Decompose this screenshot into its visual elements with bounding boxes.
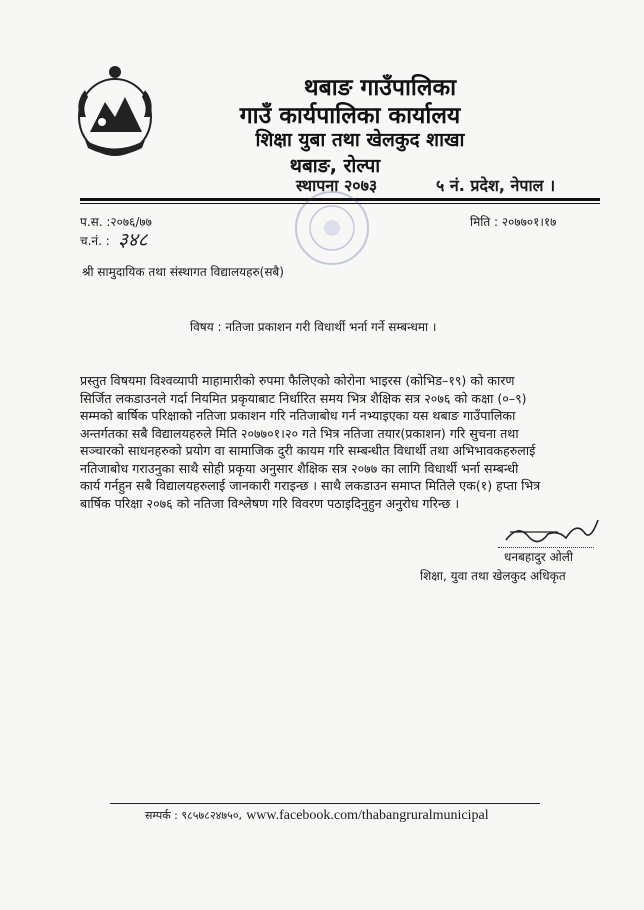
contact-label: सम्पर्क : ९८५७८२४७५०,	[145, 809, 243, 822]
signature-icon	[498, 512, 608, 552]
body-line: सम्मको बार्षिक परिक्षाको नतिजा प्रकाशन गरि नतिजाबोध गर्न नभ्याइएका यस थबाङ गाउँपालिका	[80, 408, 516, 423]
nepal-government-emblem-icon	[70, 62, 160, 162]
body-line: कार्य गर्नहुन सबै विद्यालयहरुलाई जानकारी गराइन्छ । साथै लकडाउन समाप्त मितिले एक(१) हप्ता भित्र	[80, 478, 541, 493]
signatory-title: शिक्षा, युवा तथा खेलकुद अधिकृत	[420, 569, 566, 583]
footer-rule	[110, 803, 540, 804]
letter-serial: प.स. :२०७६/७७	[80, 215, 152, 229]
province: ५ नं. प्रदेश, नेपाल ।	[436, 176, 556, 195]
office-name: गाउँ कार्यपालिका कार्यालय	[239, 103, 461, 129]
addressee: श्री सामुदायिक तथा संस्थागत विद्यालयहरु(सबै)	[82, 265, 284, 279]
body-line: नतिजाबोध गराउनुका साथै सोही प्रकृया अनुसार शैक्षिक सत्र २०७७ का लागि विधार्थी भर्ना सम्बन्धी	[80, 460, 519, 476]
dispatch-number-value: ३४८	[118, 229, 148, 251]
municipality-name: थबाङ गाउँपालिका	[303, 75, 457, 101]
subject-line: विषय : नतिजा प्रकाशन गरी विधार्थी भर्ना गर्ने सम्बन्धमा ।	[190, 320, 437, 334]
location: थबाङ, रोल्पा	[289, 155, 381, 177]
letter-body	[80, 372, 598, 512]
body-line: बार्षिक परिक्षा २०७६ को नतिजा विश्लेषण गरि विवरण पठाइदिनुहुन अनुरोध गरिन्छ ।	[80, 495, 460, 511]
footer	[145, 808, 489, 824]
established-year: स्थापना २०७३	[296, 176, 378, 195]
facebook-link[interactable]: www.facebook.com/thabangruralmunicipal	[246, 808, 489, 823]
letter-date: मिति : २०७७०१।१७	[470, 215, 557, 229]
signatory-name: धनबहादुर ओली	[504, 550, 573, 564]
body-line: प्रस्तुत विषयमा विश्वव्यापी माहामारीको रुपमा फैलिएको कोरोना भाइरस (कोभिड–१९) को कारण	[80, 373, 515, 388]
section-name: शिक्षा युबा तथा खेलकुद शाखा	[255, 129, 465, 151]
body-line: सञ्चारको साधनहरुको प्रयोग वा सामाजिक दुरी कायम गरि सम्बन्धीत विधार्थी तथा अभिभावकहरुलाई	[80, 443, 536, 458]
body-line: सिर्जित लकडाउनले गर्दा नियमित प्रकृयाबाट निर्धारित समय भित्र शैक्षिक सत्र २०७६ को कक्षा (०–९)	[80, 390, 527, 406]
office-stamp-icon	[292, 188, 372, 268]
body-line: अन्तर्गतका सबै विद्यालयहरुले मिति २०७७०१।२० गते भित्र नतिजा तयार(प्रकाशन) गरि सुचना तथा	[80, 425, 519, 441]
dispatch-number-label: च.नं. :	[80, 234, 110, 248]
